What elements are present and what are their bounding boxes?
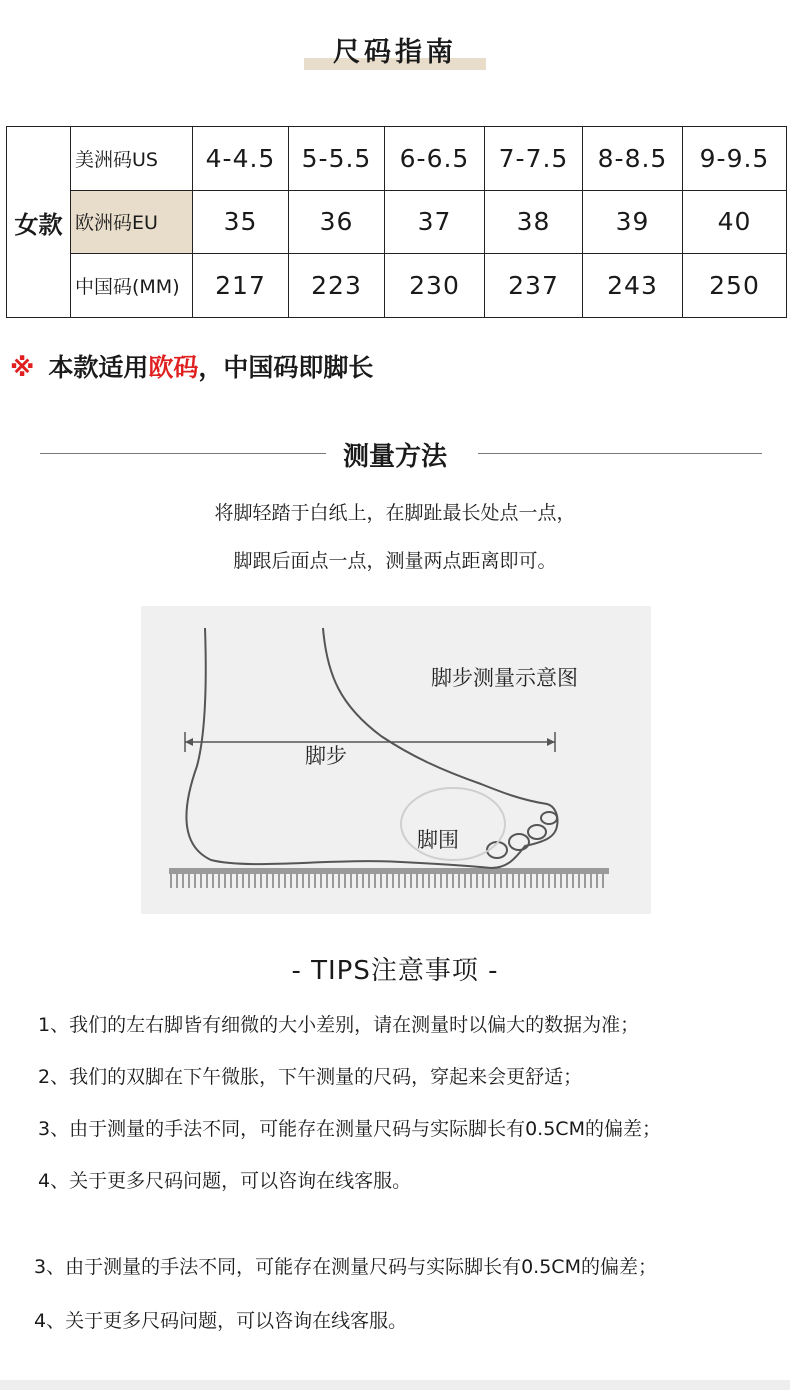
table-row bbox=[7, 190, 787, 254]
foot-diagram bbox=[141, 606, 651, 914]
table-cell: 8-8.5 bbox=[583, 127, 683, 191]
tip-item: 2、我们的双脚在下午微胀，下午测量的尺码，穿起来会更舒适； bbox=[38, 1066, 583, 1088]
girth-label: 脚围 bbox=[417, 828, 459, 852]
table-cell: 250 bbox=[683, 254, 787, 318]
tip-item: 3、由于测量的手法不同，可能存在测量尺码与实际脚长有0.5CM的偏差； bbox=[38, 1118, 661, 1140]
tip-item: 4、关于更多尺码问题，可以咨询在线客服。 bbox=[34, 1310, 408, 1332]
row-label-eu: 欧洲码EU bbox=[71, 190, 193, 254]
note-highlight: 欧码 bbox=[148, 353, 199, 382]
table-cell: 38 bbox=[485, 190, 583, 254]
table-cell: 40 bbox=[683, 190, 787, 254]
table-cell: 243 bbox=[583, 254, 683, 318]
length-label: 脚步 bbox=[305, 744, 347, 768]
tip-item: 4、关于更多尺码问题，可以咨询在线客服。 bbox=[38, 1170, 412, 1192]
row-label-us: 美洲码US bbox=[71, 127, 193, 191]
table-cell: 217 bbox=[193, 254, 289, 318]
table-cell: 9-9.5 bbox=[683, 127, 787, 191]
note-suffix: ，中国码即脚长 bbox=[198, 353, 374, 382]
ruler-base bbox=[169, 868, 609, 874]
measure-desc-line1: 将脚轻踏于白纸上，在脚趾最长处点一点， bbox=[214, 502, 576, 524]
page-header bbox=[0, 28, 790, 78]
foot-illustration bbox=[141, 606, 651, 914]
table-cell: 5-5.5 bbox=[289, 127, 385, 191]
table-cell: 37 bbox=[385, 190, 485, 254]
table-row bbox=[7, 127, 787, 191]
size-note bbox=[10, 348, 373, 384]
table-cell: 230 bbox=[385, 254, 485, 318]
measure-title: 测量方法 bbox=[342, 442, 447, 472]
arrow-left-icon bbox=[185, 738, 193, 746]
ruler-ticks bbox=[171, 874, 603, 888]
table-cell: 35 bbox=[193, 190, 289, 254]
table-cell: 6-6.5 bbox=[385, 127, 485, 191]
tip-item: 3、由于测量的手法不同，可能存在测量尺码与实际脚长有0.5CM的偏差； bbox=[34, 1256, 657, 1278]
diagram-caption: 脚步测量示意图 bbox=[431, 666, 578, 690]
category-label: 女款 bbox=[7, 127, 71, 318]
table-row bbox=[7, 254, 787, 318]
row-label-cn: 中国码(MM) bbox=[71, 254, 193, 318]
note-mark-icon: ※ bbox=[10, 353, 35, 382]
tips-title: - TIPS注意事项 - bbox=[291, 956, 499, 986]
table-cell: 223 bbox=[289, 254, 385, 318]
measure-desc-line2: 脚跟后面点一点，测量两点距离即可。 bbox=[233, 550, 557, 572]
table-cell: 36 bbox=[289, 190, 385, 254]
page-title: 尺码指南 bbox=[333, 37, 457, 68]
table-cell: 39 bbox=[583, 190, 683, 254]
footer-bar bbox=[0, 1380, 790, 1390]
note-prefix: 本款适用 bbox=[48, 353, 149, 382]
table-cell: 237 bbox=[485, 254, 583, 318]
size-table bbox=[6, 126, 787, 318]
table-cell: 7-7.5 bbox=[485, 127, 583, 191]
table-cell: 4-4.5 bbox=[193, 127, 289, 191]
tip-item: 1、我们的左右脚皆有细微的大小差别，请在测量时以偏大的数据为准； bbox=[38, 1014, 640, 1036]
arrow-right-icon bbox=[547, 738, 555, 746]
